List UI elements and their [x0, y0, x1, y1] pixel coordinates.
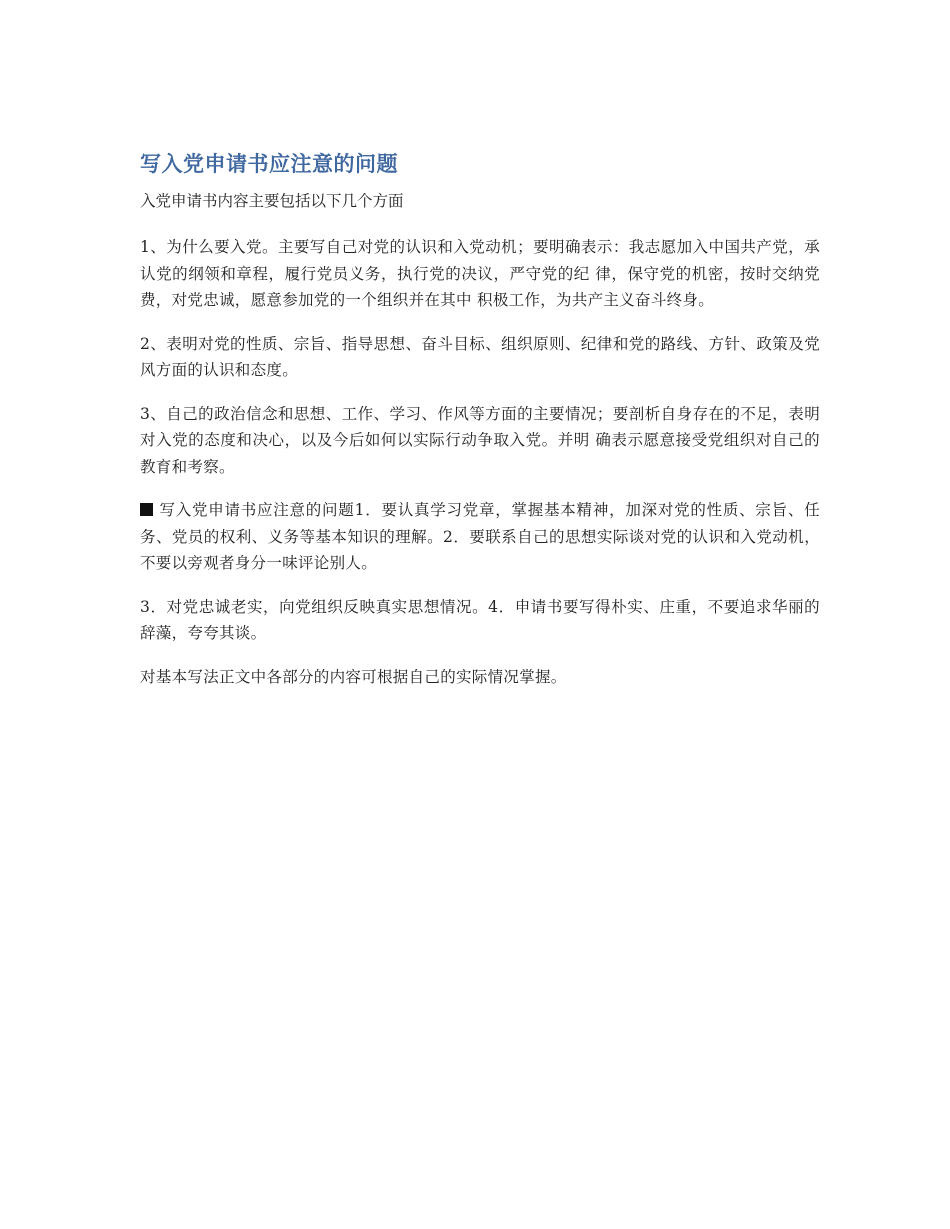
paragraph-why-join: 1、为什么要入党。主要写自己对党的认识和入党动机；要明确表示：我志愿加入中国共产党，承认党的纲领和章程，履行党员义务，执行党的决议，严守党的纪 律，保守党的机密，按时交纳党费，对党忠诚，愿意参加党的一个组织并在其中 积极工作，为共产主义奋斗终身。 — [140, 238, 820, 309]
document-page — [140, 148, 820, 707]
paragraph-personal-situation: 3、自己的政治信念和思想、工作、学习、作风等方面的主要情况；要剖析自身存在的不足，表明对入党的态度和决心，以及今后如何以实际行动争取入党。并明 确表示愿意接受党组织对自己的教育和考察。 — [140, 404, 820, 476]
black-square-icon — [140, 503, 153, 516]
paragraph-understanding: 2、表明对党的性质、宗旨、指导思想、奋斗目标、组织原则、纪律和党的路线、方针、政策及党风方面的认识和态度。 — [140, 334, 820, 379]
paragraph-notes-continued: 3．对党忠诚老实，向党组织反映真实思想情况。4．申请书要写得朴实、庄重，不要追求华丽的辞藻，夸夸其谈。 — [140, 597, 820, 642]
paragraph-closing: 对基本写法正文中各部分的内容可根据自己的实际情况掌握。 — [140, 667, 567, 686]
paragraph-notes — [140, 497, 820, 577]
document-subtitle: 入党申请书内容主要包括以下几个方面 — [140, 192, 404, 210]
document-title: 写入党申请书应注意的问题 — [140, 152, 398, 176]
notes-text: 写入党申请书应注意的问题1．要认真学习党章，掌握基本精神，加深对党的性质、宗旨、任务、党员的权利、义务等基本知识的理解。2．要联系自己的思想实际谈对党的认识和入党动机，不要以旁观者身分一味评论别人。 — [140, 501, 820, 572]
